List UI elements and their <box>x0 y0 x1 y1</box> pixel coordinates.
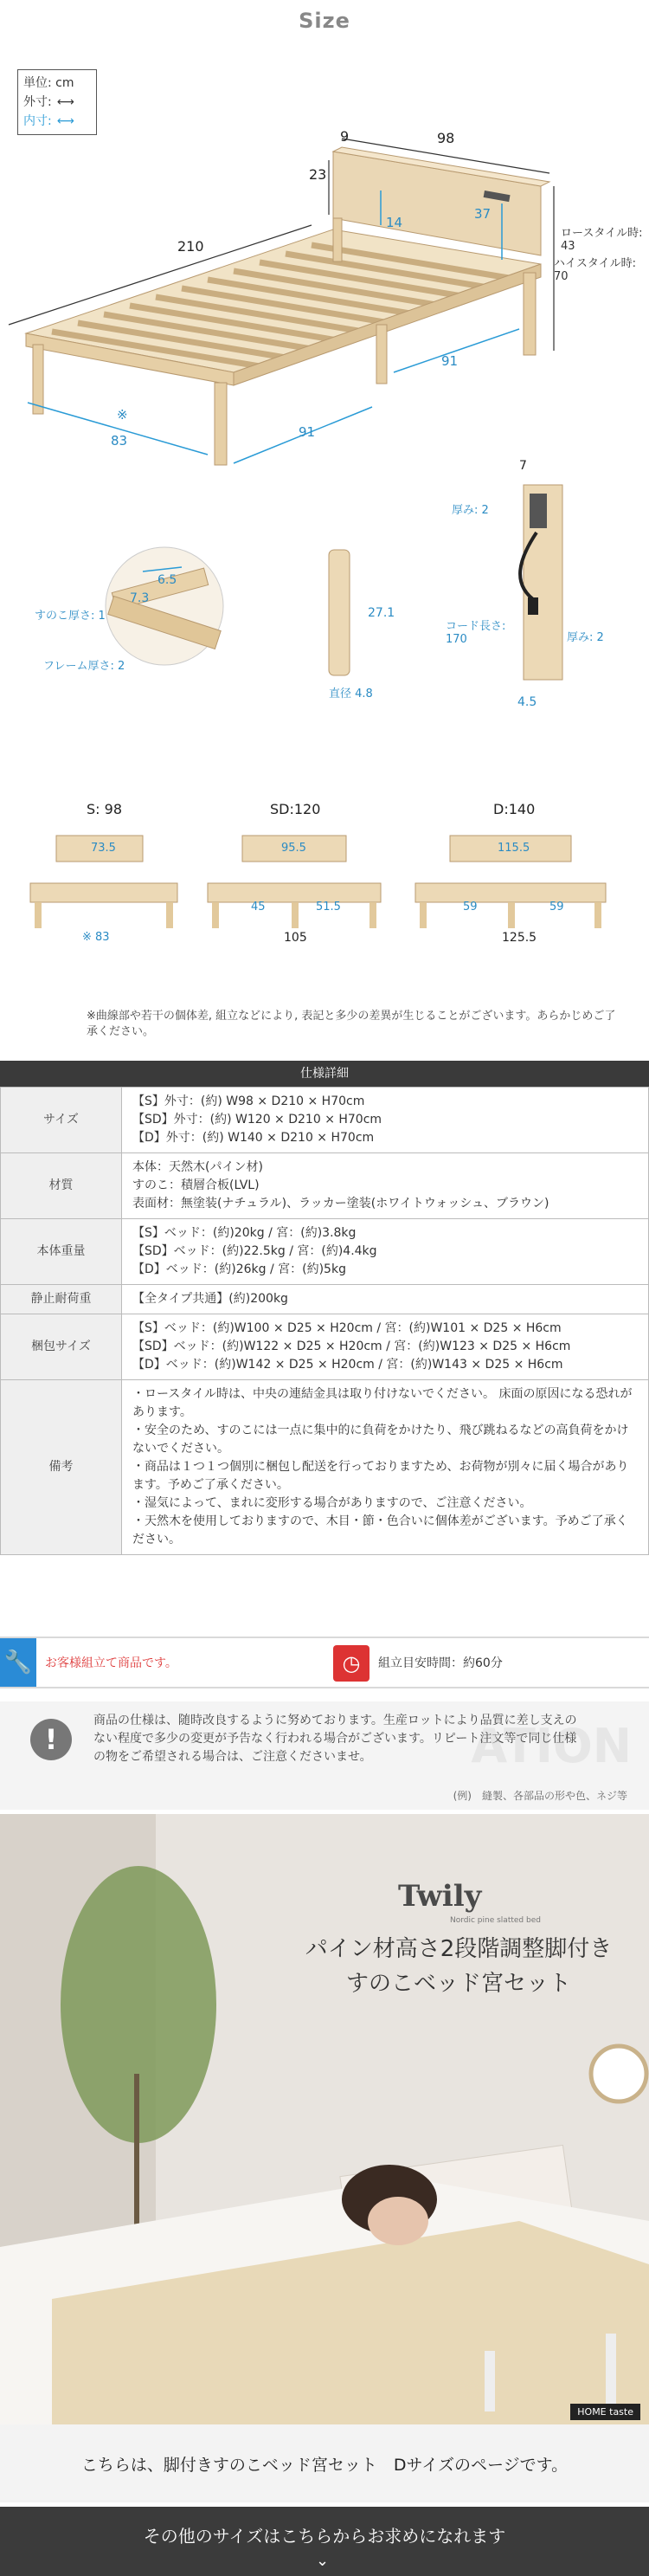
size-page-text: こちらは、脚付きすのこベッド宮セット Dサイズのページです。 <box>80 2456 569 2475</box>
dim-6-5: 6.5 <box>157 573 177 587</box>
variant-d-inner: 115.5 <box>498 842 530 855</box>
variant-s-inner: 73.5 <box>91 842 116 855</box>
hero-headline-1: パイン材高さ2段階調整脚付き <box>305 1936 613 1962</box>
spec-line: ・ロースタイル時は、中央の連結金具は取り付けないでください。 床面の原因になる恐れがあります。 <box>132 1387 633 1419</box>
variant-sd-inner: 95.5 <box>281 842 306 855</box>
product-photo <box>0 1814 649 2429</box>
outer-arrow-icon: ⟷ <box>56 95 74 109</box>
notice-example: (例) 縫製、各部品の形や色、ネジ等 <box>453 1790 627 1802</box>
spec-header: 静止耐荷重 <box>1 1285 122 1314</box>
outer-label: 外寸: <box>23 95 52 109</box>
spec-line: 表面材：無塗装(ナチュラル)、ラッカー塗装(ホワイトウォッシュ、ブラウン) <box>132 1197 549 1211</box>
inner-arrow-icon: ⟷ <box>56 114 74 128</box>
spec-header: サイズ <box>1 1088 122 1153</box>
brand-subtitle: Nordic pine slatted bed <box>450 1916 541 1925</box>
spec-row-material <box>1 1153 649 1219</box>
assembly-time-label: 組立目安時間：約60分 <box>378 1656 503 1670</box>
spec-title-bar: 仕様詳細 <box>0 1061 649 1087</box>
bedroom-illustration <box>0 1814 649 2429</box>
hb-thickness-top: 厚み: 2 <box>452 504 489 517</box>
dim-91-a: 91 <box>441 353 459 369</box>
leg-detail-diagram <box>324 546 359 684</box>
size-variants-diagram <box>0 810 649 948</box>
spec-line: ・湿気によって、まれに変形する場合がありますので、ご注意ください。 <box>132 1496 532 1510</box>
spec-line: 【SD】ベッド：(約)W122 × D25 × H20cm / 宮：(約)W123 × D25 × H6cm <box>132 1340 571 1353</box>
inner-label: 内寸: <box>23 114 52 128</box>
size-page-banner <box>0 2424 649 2502</box>
spec-row-size <box>1 1088 649 1153</box>
cord-length: コード長さ: 170 <box>446 620 506 646</box>
other-sizes-link[interactable] <box>0 2507 649 2576</box>
variant-s-bottom: ※ 83 <box>82 931 110 944</box>
variant-d-label: D:140 <box>493 801 536 817</box>
spec-row-package <box>1 1314 649 1380</box>
variant-sd-bottom: 105 <box>284 931 307 945</box>
leg-diameter: 直径 4.8 <box>329 688 373 700</box>
dim-7-3: 7.3 <box>130 591 150 605</box>
wrench-icon: 🔧 <box>0 1638 36 1687</box>
variant-d-left: 59 <box>463 901 478 914</box>
chevron-down-icon: ⌄ <box>316 2552 330 2570</box>
dim-9: 9 <box>340 128 350 145</box>
hero-headline-2: すのこベッド宮セット <box>345 1971 571 1997</box>
page-title: Size <box>299 9 350 33</box>
spec-line: 【D】外寸：(約) W140 × D210 × H70cm <box>132 1131 375 1145</box>
dim-83: 83 <box>111 433 128 449</box>
clock-icon: ◷ <box>333 1645 369 1682</box>
variant-sd-right: 51.5 <box>316 901 341 914</box>
hb-dim-4-5: 4.5 <box>517 695 537 709</box>
spec-row-remarks <box>1 1380 649 1555</box>
dim-37: 37 <box>474 206 492 222</box>
headboard-side-diagram <box>485 472 588 706</box>
notice-text: 商品の仕様は、随時改良するように努めております。生産ロットにより品質に差し支えのない程度で多少の変更が予告なく行われる場合がございます。リピート注文等で同じ仕様の物をご希望される場合は、ご注意くださいませ。 <box>93 1714 577 1764</box>
dim-14: 14 <box>386 215 403 230</box>
brand-name: Twily <box>398 1879 482 1914</box>
spec-header: 備考 <box>1 1380 122 1555</box>
dim-star: ※ <box>117 407 128 423</box>
spec-line: 【全タイプ共通】(約)200kg <box>132 1292 288 1306</box>
variant-sd-left: 45 <box>251 901 266 914</box>
frame-thickness-label: フレーム厚さ: 2 <box>43 660 125 673</box>
low-style-height: ロースタイル時: 43 <box>561 227 643 253</box>
spec-row-weight <box>1 1219 649 1285</box>
spec-line: ・安全のため、すのこには一点に集中的に負荷をかけたり、飛び跳ねるなどの高負荷をかけないでください。 <box>132 1424 629 1456</box>
spec-header: 材質 <box>1 1153 122 1219</box>
spec-line: 【D】ベッド：(約)W142 × D25 × H20cm / 宮：(約)W143 × D25 × H6cm <box>132 1358 563 1372</box>
assembly-required-label: お客様組立て商品です。 <box>45 1656 177 1670</box>
spec-line: ・商品は１つ１つ個別に梱包し配送を行っておりますため、お荷物が別々に届く場合があります。予めご了承ください。 <box>132 1460 629 1492</box>
exclamation-icon: ! <box>30 1719 72 1760</box>
notice-watermark: ATION <box>471 1719 632 1773</box>
spec-line: 【SD】ベッド：(約)22.5kg / 宮：(約)4.4kg <box>132 1244 377 1258</box>
spec-line: 【S】ベッド：(約)20kg / 宮：(約)3.8kg <box>132 1226 357 1240</box>
variant-s-label: S: 98 <box>87 801 122 817</box>
high-style-height: ハイスタイル時: 70 <box>554 257 636 283</box>
spec-line: ・天然木を使用しておりますので、木目・節・色合いに個体差がございます。予めご了承ください。 <box>132 1514 628 1546</box>
spec-header: 本体重量 <box>1 1219 122 1285</box>
spec-change-notice <box>0 1701 649 1810</box>
slat-thickness-label: すのこ厚さ: 1 <box>35 610 106 623</box>
spec-header: 梱包サイズ <box>1 1314 122 1380</box>
variant-sd-label: SD:120 <box>270 801 321 817</box>
hb-dim-7: 7 <box>519 459 527 473</box>
spec-line: 【SD】外寸：(約) W120 × D210 × H70cm <box>132 1113 382 1127</box>
spec-line: 【S】外寸：(約) W98 × D210 × H70cm <box>132 1094 365 1108</box>
spec-line: 本体：天然木(パイン材) <box>132 1160 263 1174</box>
home-taste-logo: HOME taste <box>570 2404 640 2420</box>
spec-table <box>0 1087 649 1555</box>
unit-label: 単位: cm <box>23 76 74 90</box>
hb-thickness-side: 厚み: 2 <box>567 631 604 644</box>
leg-height: 27.1 <box>368 606 395 620</box>
size-disclaimer: ※曲線部や若干の個体差, 組立などにより, 表記と多少の差異が生じることがございます。あらかじめご了承ください。 <box>87 1010 616 1038</box>
other-sizes-text: その他のサイズはこちらからお求めになれます <box>143 2526 506 2547</box>
dim-98: 98 <box>437 130 455 146</box>
spec-line: 【D】ベッド：(約)26kg / 宮：(約)5kg <box>132 1262 346 1276</box>
spec-line: すのこ：積層合板(LVL) <box>132 1178 260 1192</box>
spec-row-load <box>1 1285 649 1314</box>
assembly-info-bar <box>0 1637 649 1688</box>
spec-line: 【S】ベッド：(約)W100 × D25 × H20cm / 宮：(約)W101 × D25 × H6cm <box>132 1321 562 1335</box>
dim-91-b: 91 <box>299 424 316 440</box>
dim-23: 23 <box>309 166 327 183</box>
variant-d-bottom: 125.5 <box>502 931 537 945</box>
variant-d-right: 59 <box>549 901 564 914</box>
dim-210: 210 <box>177 238 204 255</box>
